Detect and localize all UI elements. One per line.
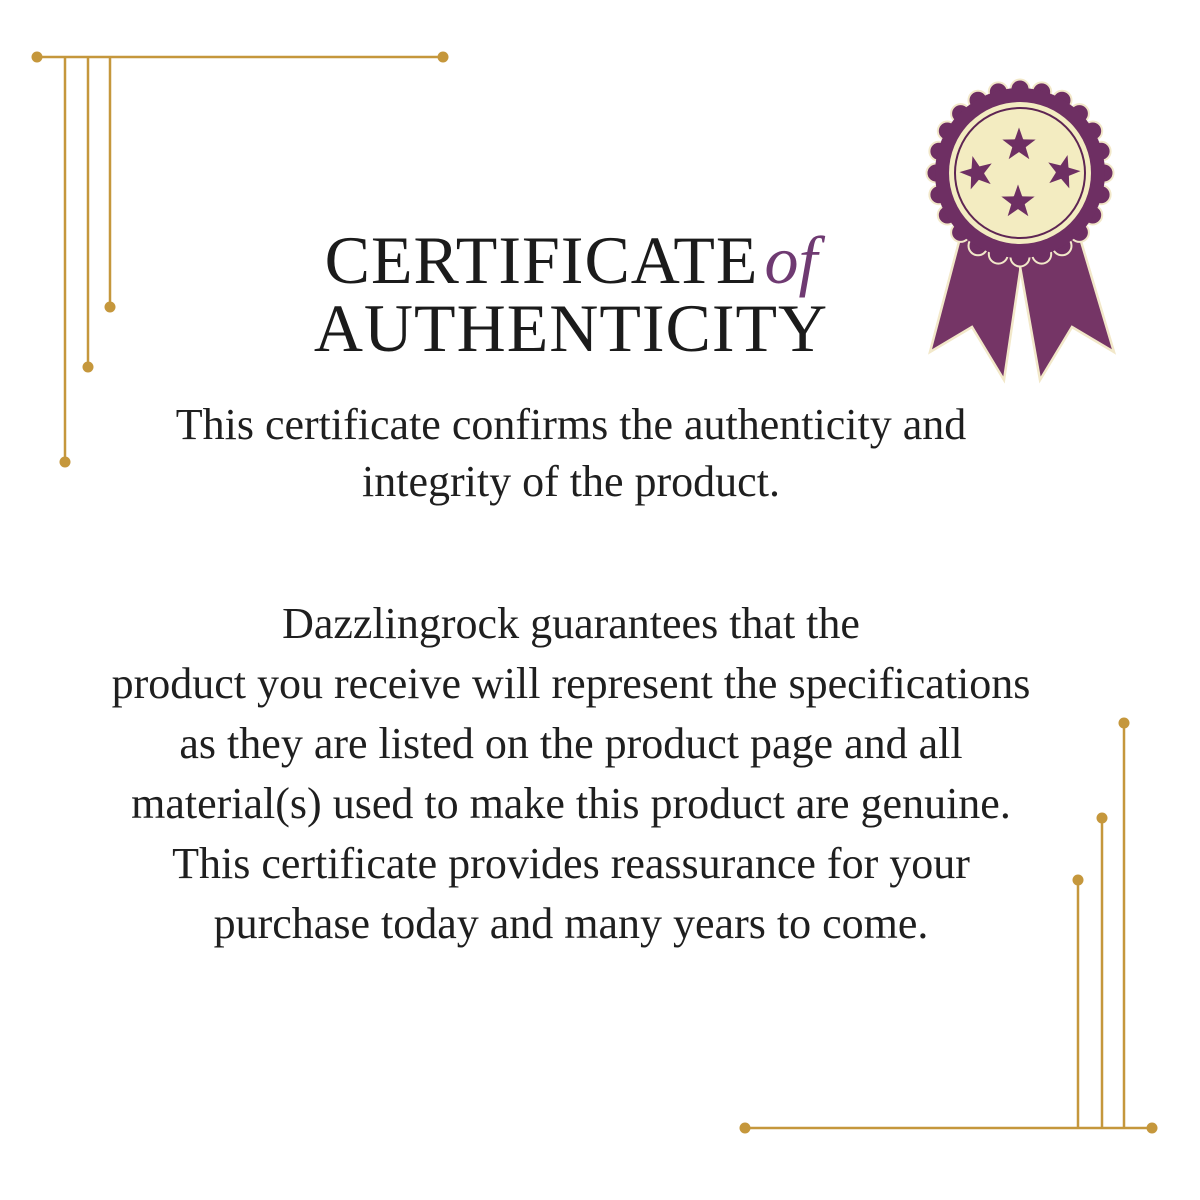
- intro-paragraph: [0, 396, 1142, 510]
- title-line-2: [0, 290, 1142, 366]
- title-word-authenticity: AUTHENTICITY: [313, 290, 829, 366]
- guarantee-line: purchase today and many years to come.: [213, 899, 929, 948]
- guarantee-line: material(s) used to make this product are genuine.: [131, 779, 1011, 828]
- title-word-certificate: CERTIFICATE: [324, 222, 759, 298]
- certificate-title: [0, 222, 1142, 366]
- intro-line: This certificate confirms the authenticity and: [175, 400, 967, 449]
- guarantee-paragraph: [0, 594, 1142, 954]
- guarantee-line: as they are listed on the product page and all: [179, 719, 963, 768]
- title-word-of: of: [764, 222, 818, 298]
- guarantee-line: This certificate provides reassurance for your: [172, 839, 970, 888]
- intro-line: integrity of the product.: [362, 457, 780, 506]
- guarantee-line: product you receive will represent the specifications: [111, 659, 1031, 708]
- guarantee-line: Dazzlingrock guarantees that the: [282, 599, 860, 648]
- title-line-1: [0, 222, 1142, 298]
